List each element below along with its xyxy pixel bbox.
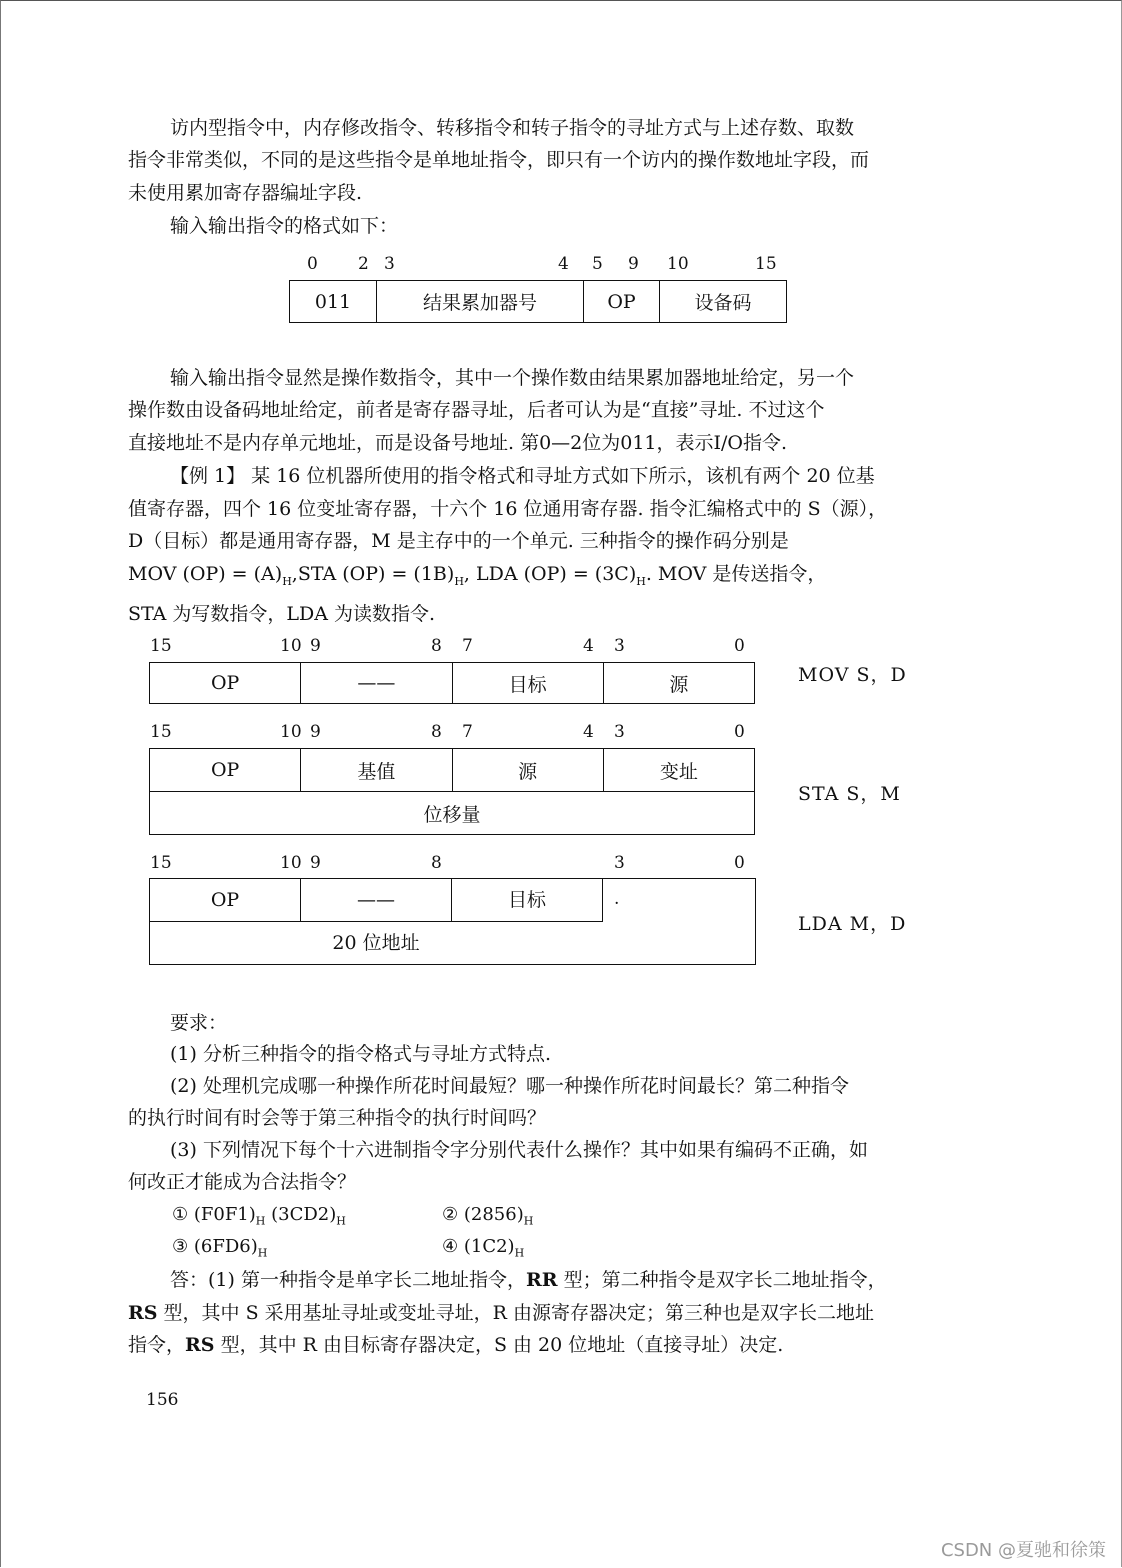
bit-label: 9 <box>310 853 321 873</box>
bit-label: 2 <box>358 254 369 274</box>
field-cell: —— <box>301 879 452 921</box>
io-description: 输入输出指令显然是操作数指令，其中一个操作数由结果累加器地址给定，另一个 <box>170 367 855 389</box>
field-cell: —— <box>301 663 452 704</box>
second-word-cell: 20 位地址 <box>332 932 420 954</box>
bit-label: 4 <box>583 722 594 742</box>
requirement-3-cont: 何改正才能成为合法指令？ <box>128 1171 357 1193</box>
bit-label: 8 <box>431 636 442 656</box>
bit-label: 4 <box>583 636 594 656</box>
io-description-cont: 操作数由设备码地址给定，前者是寄存器寻址，后者可认为是“直接”寻址. 不过这个 直接地址不是内存单元地址，而是设备号地址. 第0—2位为011，表示I/O指令. <box>128 399 825 454</box>
field-cell: 设备码 <box>660 281 787 323</box>
option-1: ① $(F0F1)_H$ $(3CD2)_H$ <box>172 1204 346 1228</box>
bit-label: 3 <box>614 722 625 742</box>
field-cell: OP <box>584 281 660 323</box>
field-cell: 变址 <box>603 749 754 792</box>
field-cell: 源 <box>452 749 603 792</box>
option-3: ③ $(6FD6)_H$ <box>172 1236 268 1260</box>
lda-format-table <box>149 878 756 965</box>
bit-label: 0 <box>734 722 745 742</box>
bit-label: 8 <box>431 722 442 742</box>
bit-label: 3 <box>384 254 395 274</box>
field-cell: 目标 <box>452 663 603 704</box>
io-format-table <box>289 280 787 323</box>
bit-label: 10 <box>280 853 302 873</box>
field-cell: . <box>614 889 620 909</box>
requirement-2: (2) 处理机完成哪一种操作所花时间最短？哪一种操作所花时间最长？第二种指令 <box>170 1075 849 1097</box>
requirements-title: 要求： <box>170 1012 228 1034</box>
io-format-title: 输入输出指令的格式如下： <box>170 215 399 237</box>
bit-label: 10 <box>280 722 302 742</box>
field-cell: 结果累加器号 <box>377 281 584 323</box>
requirement-1: (1) 分析三种指令的指令格式与寻址方式特点. <box>170 1043 551 1065</box>
intro-paragraph-cont: 指令非常类似，不同的是这些指令是单地址指令，即只有一个访内的操作数地址字段，而 未使用累加寄存器编址字段. <box>128 149 870 204</box>
intro-paragraph: 访内型指令中，内存修改指令、转移指令和转子指令的寻址方式与上述存数、取数 <box>170 117 855 139</box>
field-cell: OP <box>150 879 301 921</box>
sta-format-table <box>149 748 755 835</box>
bit-label: 15 <box>150 853 172 873</box>
field-cell: OP <box>150 749 301 792</box>
bit-label: 9 <box>628 254 639 274</box>
field-cell: OP <box>150 663 301 704</box>
bit-label: 10 <box>280 636 302 656</box>
example-1: 【例 1】 某 16 位机器所使用的指令格式和寻址方式如下所示，该机有两个 20 位基 值寄存器，四个 16 位变址寄存器，十六个 16 位通用寄存器. 指令汇编格式中的 S（源）， D（目标）都是通用寄存器，M 是主存中的一个单元. 三种指令的操作码分别是 MOV $(OP) = (A)_H,STA$ $(OP) = (1B)_H$, LDA $(OP) = (3C)_H$. MOV 是传送指令， STA 为写数指令，LDA 为读数指令. <box>128 465 888 625</box>
bit-label: 15 <box>150 636 172 656</box>
field-cell: 基值 <box>301 749 452 792</box>
option-4: ④ $(1C2)_H$ <box>442 1236 525 1260</box>
bit-label: 0 <box>734 853 745 873</box>
field-cell: 011 <box>290 281 377 323</box>
bit-label: 0 <box>734 636 745 656</box>
mov-format-table <box>149 662 755 704</box>
sta-label: STA S，M <box>798 783 901 805</box>
bit-label: 3 <box>614 853 625 873</box>
watermark: CSDN @夏驰和徐策 <box>940 1540 1106 1561</box>
requirement-3: (3) 下列情况下每个十六进制指令字分别代表什么操作？其中如果有编码不正确，如 <box>170 1139 868 1161</box>
bit-label: 7 <box>462 636 473 656</box>
page-number: 156 <box>146 1390 179 1410</box>
bit-label: 4 <box>558 254 569 274</box>
second-word-cell: 位移量 <box>150 792 755 835</box>
field-cell: 源 <box>603 663 754 704</box>
bit-label: 15 <box>150 722 172 742</box>
lda-label: LDA M，D <box>798 913 907 935</box>
bit-label: 5 <box>592 254 603 274</box>
bit-label: 9 <box>310 636 321 656</box>
bit-label: 8 <box>431 853 442 873</box>
option-2: ② $(2856)_H$ <box>442 1204 534 1228</box>
bit-label: 10 <box>667 254 689 274</box>
bit-label: 7 <box>462 722 473 742</box>
field-cell: 目标 <box>452 879 603 922</box>
answer-paragraph: 答：(1) 第一种指令是单字长二地址指令，RR 型；第二种指令是双字长二地址指令， RS 型，其中 S 采用基址寻址或变址寻址，R 由源寄存器决定；第三种也是双字长二地址 指令，RS 型，其中 R 由目标寄存器决定，S 由 20 位地址（直接寻址）决定. <box>128 1269 887 1356</box>
bit-label: 0 <box>307 254 318 274</box>
bit-label: 15 <box>755 254 777 274</box>
requirement-2-cont: 的执行时间有时会等于第三种指令的执行时间吗？ <box>128 1107 547 1129</box>
mov-label: MOV S，D <box>798 664 907 686</box>
bit-label: 9 <box>310 722 321 742</box>
bit-label: 3 <box>614 636 625 656</box>
divider <box>150 921 453 922</box>
